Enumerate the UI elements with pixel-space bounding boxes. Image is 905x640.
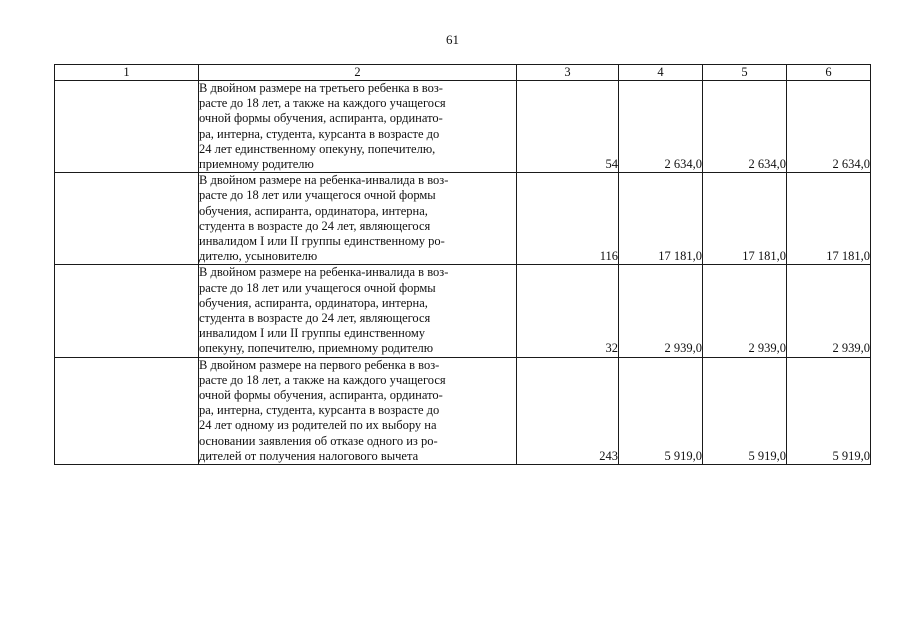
- description-line: расте до 18 лет или учащегося очной формы: [199, 188, 436, 203]
- description-line: расте до 18 лет, а также на каждого учащегося: [199, 96, 446, 111]
- description-line: опекуну, попечителю, приемному родителю: [199, 341, 434, 356]
- description-line: инвалидом I или II группы единственному ро-: [199, 234, 445, 249]
- table-row: [55, 173, 871, 265]
- description-line: обучения, аспиранта, ординатора, интерна,: [199, 203, 428, 218]
- cell-value-c5: 17 181,0: [703, 173, 787, 265]
- description-line: инвалидом I или II группы единственному: [199, 326, 426, 341]
- cell-value-c4: 5 919,0: [619, 357, 703, 464]
- column-header-3: 3: [517, 65, 619, 81]
- cell-value-c6: 2 634,0: [787, 81, 871, 173]
- cell-description: [199, 265, 517, 357]
- cell-value-c6: 17 181,0: [787, 173, 871, 265]
- cell-col1-empty: [55, 265, 199, 357]
- table-row: [55, 265, 871, 357]
- description-line: дителю, усыновителю: [199, 249, 318, 264]
- cell-value-c4: 2 939,0: [619, 265, 703, 357]
- table-body: [55, 81, 871, 465]
- description-line: обучения, аспиранта, ординатора, интерна,: [199, 295, 428, 310]
- page-number: 61: [446, 32, 459, 47]
- description-line: В двойном размере на третьего ребенка в воз-: [199, 81, 443, 95]
- column-header-5: 5: [703, 65, 787, 81]
- description-line: приемному родителю: [199, 157, 314, 172]
- data-table: [54, 64, 871, 465]
- column-header-4: 4: [619, 65, 703, 81]
- description-line: ра, интерна, студента, курсанта в возрасте до: [199, 126, 440, 141]
- column-header-6: 6: [787, 65, 871, 81]
- description-line: ра, интерна, студента, курсанта в возрасте до: [199, 403, 440, 418]
- description-line: В двойном размере на ребенка-инвалида в воз-: [199, 173, 449, 188]
- cell-description: [199, 357, 517, 464]
- description-line: дителей от получения налогового вычета: [199, 448, 419, 463]
- cell-value-c6: 5 919,0: [787, 357, 871, 464]
- column-header-1: 1: [55, 65, 199, 81]
- table-row: [55, 81, 871, 173]
- cell-value-c5: 5 919,0: [703, 357, 787, 464]
- cell-col1-empty: [55, 81, 199, 173]
- cell-description: [199, 81, 517, 173]
- cell-value-c3: 54: [517, 81, 619, 173]
- description-line: 24 лет единственному опекуну, попечителю,: [199, 141, 436, 156]
- cell-col1-empty: [55, 173, 199, 265]
- cell-col1-empty: [55, 357, 199, 464]
- cell-value-c4: 2 634,0: [619, 81, 703, 173]
- cell-value-c3: 243: [517, 357, 619, 464]
- column-header-2: 2: [199, 65, 517, 81]
- description-line: очной формы обучения, аспиранта, ординато-: [199, 388, 443, 403]
- cell-value-c6: 2 939,0: [787, 265, 871, 357]
- header-row: [55, 65, 871, 81]
- description-line: расте до 18 лет, а также на каждого учащегося: [199, 372, 446, 387]
- cell-value-c5: 2 939,0: [703, 265, 787, 357]
- table-row: [55, 357, 871, 464]
- cell-value-c4: 17 181,0: [619, 173, 703, 265]
- description-line: студента в возрасте до 24 лет, являющегося: [199, 218, 431, 233]
- cell-value-c5: 2 634,0: [703, 81, 787, 173]
- description-line: расте до 18 лет или учащегося очной формы: [199, 280, 436, 295]
- description-line: 24 лет одному из родителей по их выбору на: [199, 418, 437, 433]
- description-line: В двойном размере на ребенка-инвалида в воз-: [199, 265, 449, 280]
- description-line: очной формы обучения, аспиранта, ординато-: [199, 111, 443, 126]
- cell-value-c3: 32: [517, 265, 619, 357]
- description-line: В двойном размере на первого ребенка в воз-: [199, 357, 440, 372]
- cell-value-c3: 116: [517, 173, 619, 265]
- description-line: основании заявления об отказе одного из ро-: [199, 433, 438, 448]
- description-line: студента в возрасте до 24 лет, являющегося: [199, 311, 431, 326]
- cell-description: [199, 173, 517, 265]
